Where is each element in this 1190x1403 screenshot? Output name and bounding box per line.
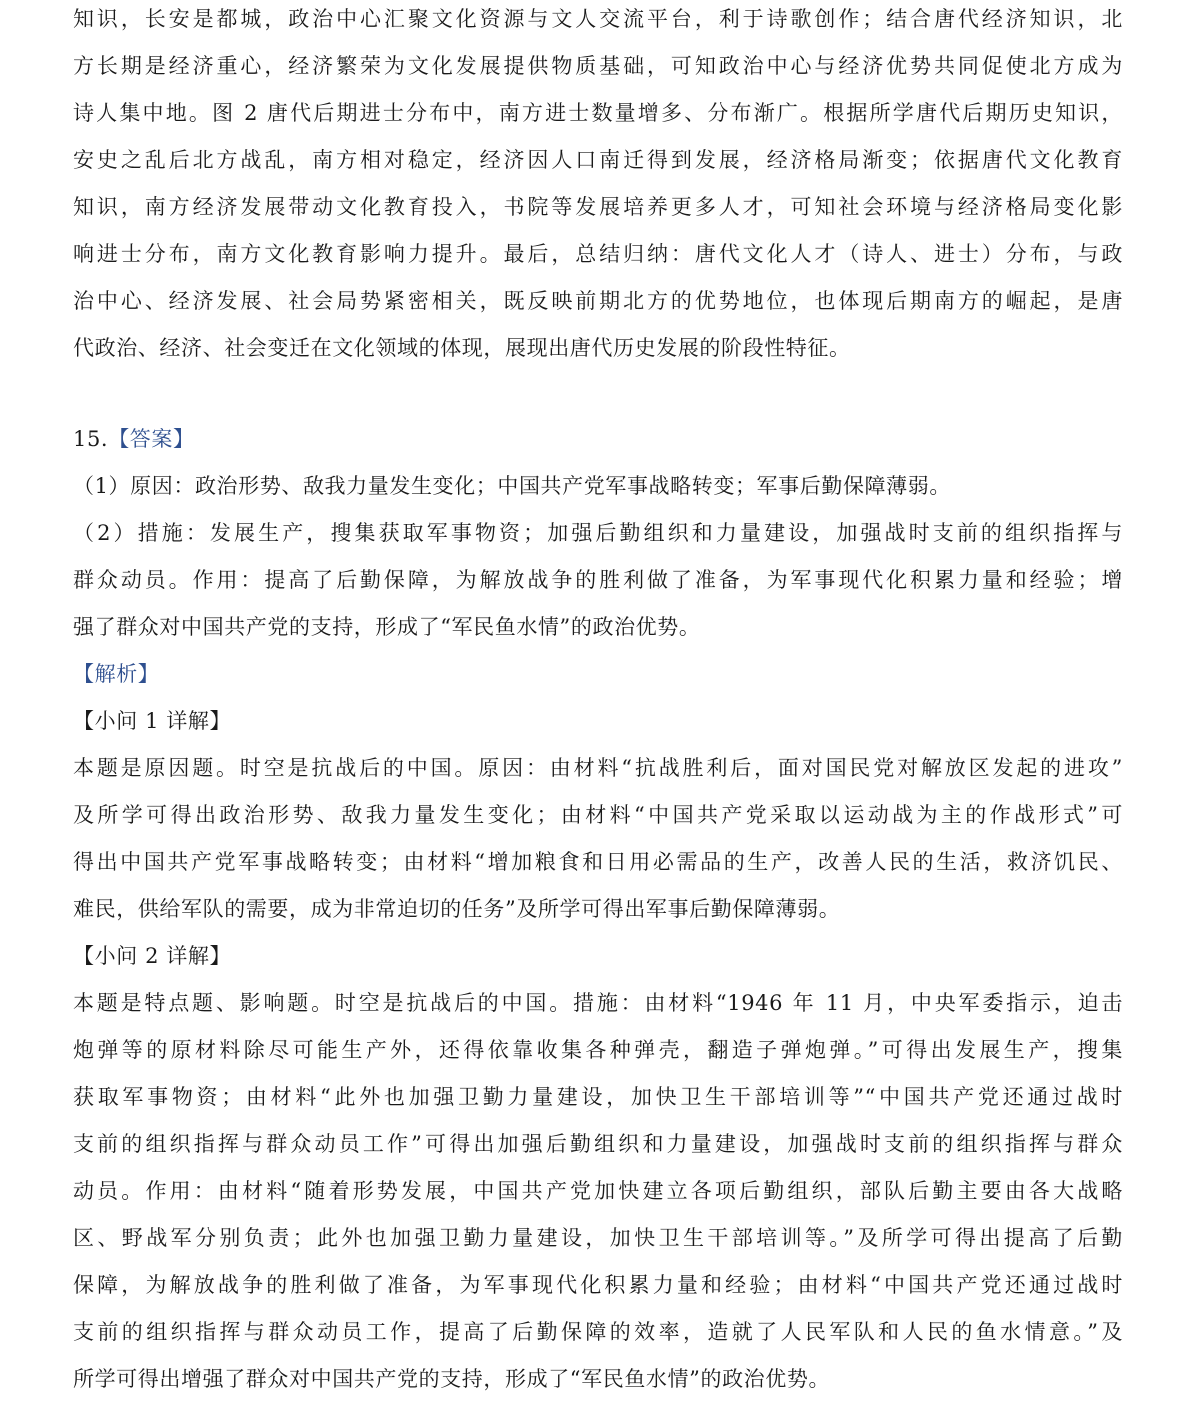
- explanation-line: 区、野战军分别负责；此外也加强卫勤力量建设，加快卫生干部培训等。”及所学可得出提高了后勤: [73, 1226, 1123, 1250]
- section-gap: [73, 372, 1123, 416]
- sub-question-2-heading: 【小问 2 详解】: [73, 944, 232, 968]
- answer-line: 强了群众对中国共产党的支持，形成了“军民鱼水情”的政治优势。: [73, 615, 701, 639]
- paragraph-line: 知识，长安是都城，政治中心汇聚文化资源与文人交流平台，利于诗歌创作；结合唐代经济知识，北: [73, 7, 1123, 31]
- paragraph-line: 代政治、经济、社会变迁在文化领域的体现，展现出唐代历史发展的阶段性特征。: [73, 336, 851, 360]
- question-heading: [73, 416, 1123, 463]
- paragraph-line: 诗人集中地。图 2 唐代后期进士分布中，南方进士数量增多、分布渐广。根据所学唐代后期历史知识，: [73, 101, 1123, 125]
- paragraph-line: 安史之乱后北方战乱，南方相对稳定，经济因人口南迁得到发展，经济格局渐变；依据唐代文化教育: [73, 148, 1123, 172]
- explanation-line: 得出中国共产党军事战略转变；由材料“增加粮食和日用必需品的生产，改善人民的生活，救济饥民、: [73, 850, 1123, 874]
- explanation-line: 动员。作用：由材料“随着形势发展，中国共产党加快建立各项后勤组织，部队后勤主要由各大战略: [73, 1179, 1123, 1203]
- explanation-line: 保障，为解放战争的胜利做了准备，为军事现代化积累力量和经验；由材料“中国共产党还通过战时: [73, 1273, 1123, 1297]
- explanation-line: 本题是原因题。时空是抗战后的中国。原因：由材料“抗战胜利后，面对国民党对解放区发起的进攻”: [73, 756, 1123, 780]
- answer-tag: 【答案】: [108, 427, 195, 451]
- paragraph-line: 方长期是经济重心，经济繁荣为文化发展提供物质基础，可知政治中心与经济优势共同促使北方成为: [73, 54, 1123, 78]
- explanation-line: 支前的组织指挥与群众动员工作”可得出加强后勤组织和力量建设，加强战时支前的组织指挥与群众: [73, 1132, 1123, 1156]
- question-number: 15.: [73, 427, 109, 451]
- explanation-line: 炮弹等的原材料除尽可能生产外，还得依靠收集各种弹壳，翻造子弹炮弹。”可得出发展生产，搜集: [73, 1038, 1123, 1062]
- document-page: [73, 0, 1123, 1403]
- explanation-line: 所学可得出增强了群众对中国共产党的支持，形成了“军民鱼水情”的政治优势。: [73, 1367, 831, 1391]
- paragraph-line: 知识，南方经济发展带动文化教育投入，书院等发展培养更多人才，可知社会环境与经济格局变化影: [73, 195, 1123, 219]
- explanation-line: 难民，供给军队的需要，成为非常迫切的任务”及所学可得出军事后勤保障薄弱。: [73, 897, 841, 921]
- explanation-line: 获取军事物资；由材料“此外也加强卫勤力量建设，加快卫生干部培训等”“中国共产党还通过战时: [73, 1085, 1123, 1109]
- explanation-line: 及所学可得出政治形势、敌我力量发生变化；由材料“中国共产党采取以运动战为主的作战形式”可: [73, 803, 1123, 827]
- paragraph-line: 治中心、经济发展、社会局势紧密相关，既反映前期北方的优势地位，也体现后期南方的崛起，是唐: [73, 289, 1123, 313]
- explanation-line: 支前的组织指挥与群众动员工作，提高了后勤保障的效率，造就了人民军队和人民的鱼水情意。”及: [73, 1320, 1123, 1344]
- explanation-line: 本题是特点题、影响题。时空是抗战后的中国。措施：由材料“1946 年 11 月，中央军委指示，迫击: [73, 991, 1123, 1015]
- paragraph-line: 响进士分布，南方文化教育影响力提升。最后，总结归纳：唐代文化人才（诗人、进士）分布，与政: [73, 242, 1123, 266]
- analysis-tag: 【解析】: [73, 662, 160, 686]
- answer-line: （1）原因：政治形势、敌我力量发生变化；中国共产党军事战略转变；军事后勤保障薄弱。: [73, 474, 951, 498]
- top-paragraph: [73, 0, 1123, 372]
- sub-question-1-heading: 【小问 1 详解】: [73, 709, 232, 733]
- question-15: [73, 416, 1123, 1403]
- answer-line: （2）措施：发展生产，搜集获取军事物资；加强后勤组织和力量建设，加强战时支前的组织指挥与: [73, 521, 1123, 545]
- answer-line: 群众动员。作用：提高了后勤保障，为解放战争的胜利做了准备，为军事现代化积累力量和经验；增: [73, 568, 1123, 592]
